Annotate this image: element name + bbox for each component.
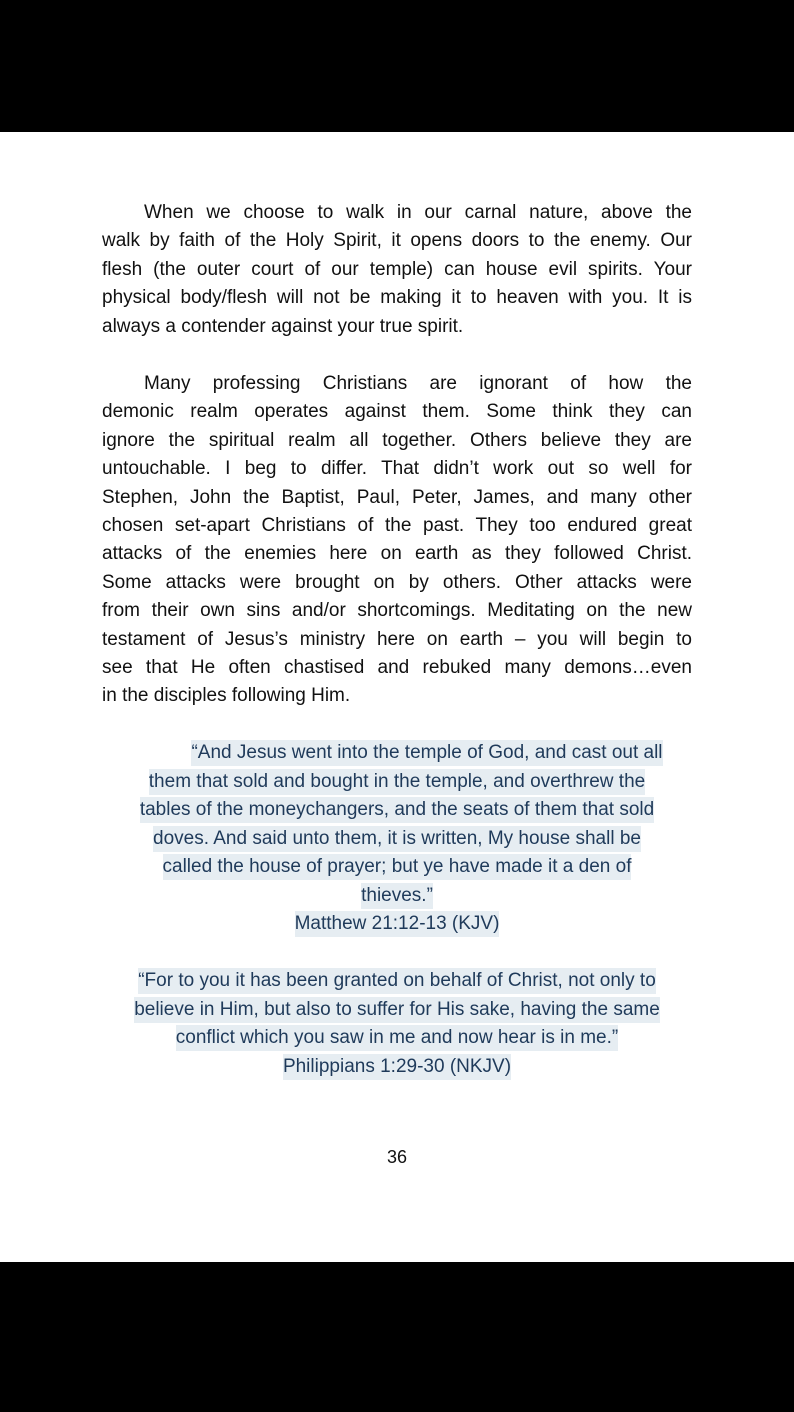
quote-line	[100, 796, 694, 825]
quote-line	[100, 996, 694, 1025]
quote-reference-text: Matthew 21:12-13 (KJV)	[295, 911, 500, 937]
text-line: chosen set-apart Christians of the past. They too endured great	[102, 514, 692, 536]
quote-line-text: conflict which you saw in me and now hear is in me.”	[176, 1025, 618, 1051]
quote-line-text: tables of the moneychangers, and the seats of them that sold	[140, 797, 654, 823]
quote-line	[100, 853, 694, 882]
text-line: in the disciples following Him.	[102, 685, 351, 707]
text-line: always a contender against your true spirit.	[102, 315, 464, 337]
text-line: from their own sins and/or shortcomings. Meditating on the new	[102, 600, 692, 622]
text-line: see that He often chastised and rebuked many demons…even	[102, 656, 692, 678]
text-line: demonic realm operates against them. Some think they can	[102, 401, 692, 423]
paragraph-professing-christians	[102, 370, 692, 711]
document-page	[0, 132, 794, 1262]
quote-reference-text: Philippians 1:29-30 (NKJV)	[283, 1054, 511, 1080]
quote-line-text: them that sold and bought in the temple, and overthrew the	[149, 769, 645, 795]
quote-line	[100, 768, 694, 797]
text-line: Many professing Christians are ignorant of how the	[144, 373, 692, 394]
text-line: When we choose to walk in our carnal nature, above the	[144, 202, 692, 223]
quote-line	[100, 739, 694, 768]
quote-reference	[100, 1053, 694, 1082]
text-line: Stephen, John the Baptist, Paul, Peter, James, and many other	[102, 486, 692, 508]
quote-reference	[100, 910, 694, 939]
scripture-quote-philippians	[100, 967, 694, 1081]
text-line: testament of Jesus’s ministry here on earth – you will begin to	[102, 628, 692, 650]
quote-line-text: doves. And said unto them, it is written, My house shall be	[153, 826, 641, 852]
text-line: untouchable. I beg to differ. That didn’t work out so well for	[102, 458, 692, 480]
scripture-quote-matthew	[100, 739, 694, 939]
text-line: attacks of the enemies here on earth as they followed Christ.	[102, 543, 692, 565]
text-line: ignore the spiritual realm all together. Others believe they are	[102, 429, 692, 451]
page-number: 36	[386, 1147, 408, 1167]
text-line: walk by faith of the Holy Spirit, it opens doors to the enemy. Our	[102, 230, 692, 252]
paragraph-carnal-nature	[102, 199, 692, 341]
quote-line	[100, 1024, 694, 1053]
quote-line	[100, 967, 694, 996]
text-line: flesh (the outer court of our temple) can house evil spirits. Your	[102, 258, 692, 280]
quote-line-text: believe in Him, but also to suffer for His sake, having the same	[134, 997, 660, 1023]
quote-line	[100, 882, 694, 911]
text-line: physical body/flesh will not be making it to heaven with you. It is	[102, 287, 692, 309]
quote-line-text: thieves.”	[361, 883, 433, 909]
quote-line-text: “For to you it has been granted on behalf of Christ, not only to	[138, 968, 656, 994]
quote-line-text: “And Jesus went into the temple of God, and cast out all	[191, 740, 662, 766]
quote-line	[100, 825, 694, 854]
text-line: Some attacks were brought on by others. Other attacks were	[102, 571, 692, 593]
quote-line-text: called the house of prayer; but ye have made it a den of	[163, 854, 632, 880]
